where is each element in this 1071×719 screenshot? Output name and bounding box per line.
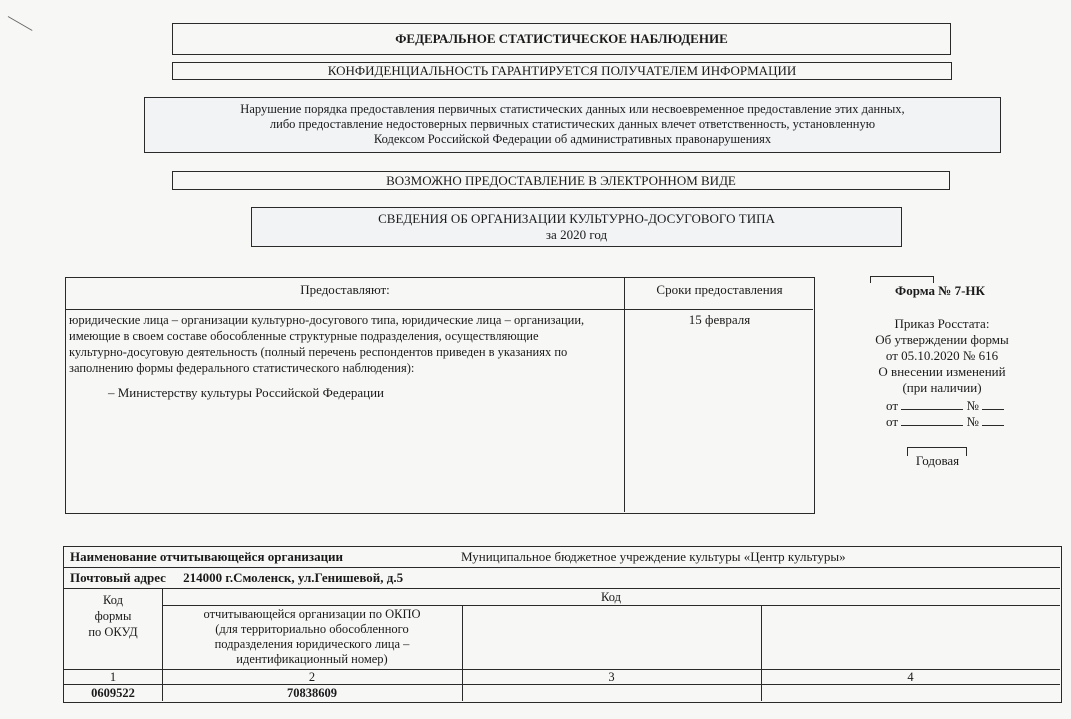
col-number-4: 4 (907, 670, 914, 684)
violation-line-1: Нарушение порядка предоставления первичных статистических данных или несвоевременное предоставление этих данных, (240, 102, 905, 116)
recipient-text: – Министерству культуры Российской Федерации (108, 385, 384, 400)
order-info (862, 316, 1022, 396)
col-number-2: 2 (308, 670, 316, 684)
report-title: СВЕДЕНИЯ ОБ ОРГАНИЗАЦИИ КУЛЬТУРНО-ДОСУГОВОГО ТИПА (378, 211, 775, 226)
org-name-row (70, 549, 1055, 565)
org-name-label: Наименование отчитывающейся организации (70, 549, 344, 564)
electronic-text: ВОЗМОЖНО ПРЕДОСТАВЛЕНИЕ В ЭЛЕКТРОННОМ ВИДЕ (386, 173, 736, 188)
address-row (70, 570, 1055, 586)
amendment-row-2: от № (886, 413, 1026, 430)
violation-line-3: Кодексом Российской Федерации об административных правонарушениях (373, 132, 772, 146)
periodicity: Годовая (915, 453, 960, 468)
deadline-header: Сроки предоставления (656, 282, 783, 297)
okpo-header: отчитывающейся организации по ОКПО (для территориально обособленного подразделения юридического лица – идентификационный номер) (203, 607, 421, 666)
code-header: Код (601, 590, 621, 604)
federal-observation-text: ФЕДЕРАЛЬНОЕ СТАТИСТИЧЕСКОЕ НАБЛЮДЕНИЕ (395, 31, 728, 46)
col-number-1: 1 (109, 670, 117, 684)
order-line-4: О внесении изменений (878, 364, 1006, 379)
confidentiality-text: КОНФИДЕНЦИАЛЬНОСТЬ ГАРАНТИРУЕТСЯ ПОЛУЧАТЕЛЕМ ИНФОРМАЦИИ (327, 63, 797, 78)
confidentiality-banner (172, 62, 952, 80)
respondents-line-2: имеющие в своем составе обособленные структурные подразделения, осуществляющие (69, 329, 539, 343)
col-number-3: 3 (608, 670, 615, 684)
respondents-line-3: культурно-досуговую деятельность (полный перечень респондентов приведен в указаниях по (69, 345, 568, 359)
respondents-line-4: заполнению формы федерального статистического наблюдения): (69, 361, 415, 375)
deadline-value: 15 февраля (688, 312, 751, 327)
order-line-5: (при наличии) (902, 380, 982, 395)
address-label: Почтовый адрес (70, 570, 166, 585)
org-name-value: Муниципальное бюджетное учреждение культуры «Центр культуры» (461, 549, 846, 564)
okud-code-value: 0609522 (91, 686, 135, 700)
order-line-3: от 05.10.2020 № 616 (885, 348, 999, 363)
form-number: Форма № 7-НК (895, 283, 985, 298)
order-line-2: Об утверждении формы (875, 332, 1009, 347)
scan-mark (8, 16, 33, 31)
organization-table (63, 546, 1062, 703)
amendment-row-1: от № (886, 397, 1026, 414)
violation-notice (144, 97, 1001, 153)
okud-header: Код формы по ОКУД (88, 593, 138, 639)
submission-table (65, 277, 815, 514)
federal-observation-banner (172, 23, 951, 55)
okpo-code-value: 70838609 (287, 686, 337, 700)
report-title-box (251, 207, 902, 247)
electronic-banner (172, 171, 950, 190)
violation-line-2: либо предоставление недостоверных первичных статистических данных влечет ответственность, установленную (269, 117, 876, 131)
form-number-mark (870, 276, 934, 283)
address-value: 214000 г.Смоленск, ул.Генишевой, д.5 (183, 570, 404, 585)
respondents-text (69, 312, 622, 376)
respondents-line-1: юридические лица – организации культурно-досугового типа, юридические лица – организации, (69, 313, 585, 327)
report-year: за 2020 год (545, 227, 608, 242)
respondents-header: Предоставляют: (300, 282, 390, 297)
order-line-1: Приказ Росстата: (894, 316, 990, 331)
